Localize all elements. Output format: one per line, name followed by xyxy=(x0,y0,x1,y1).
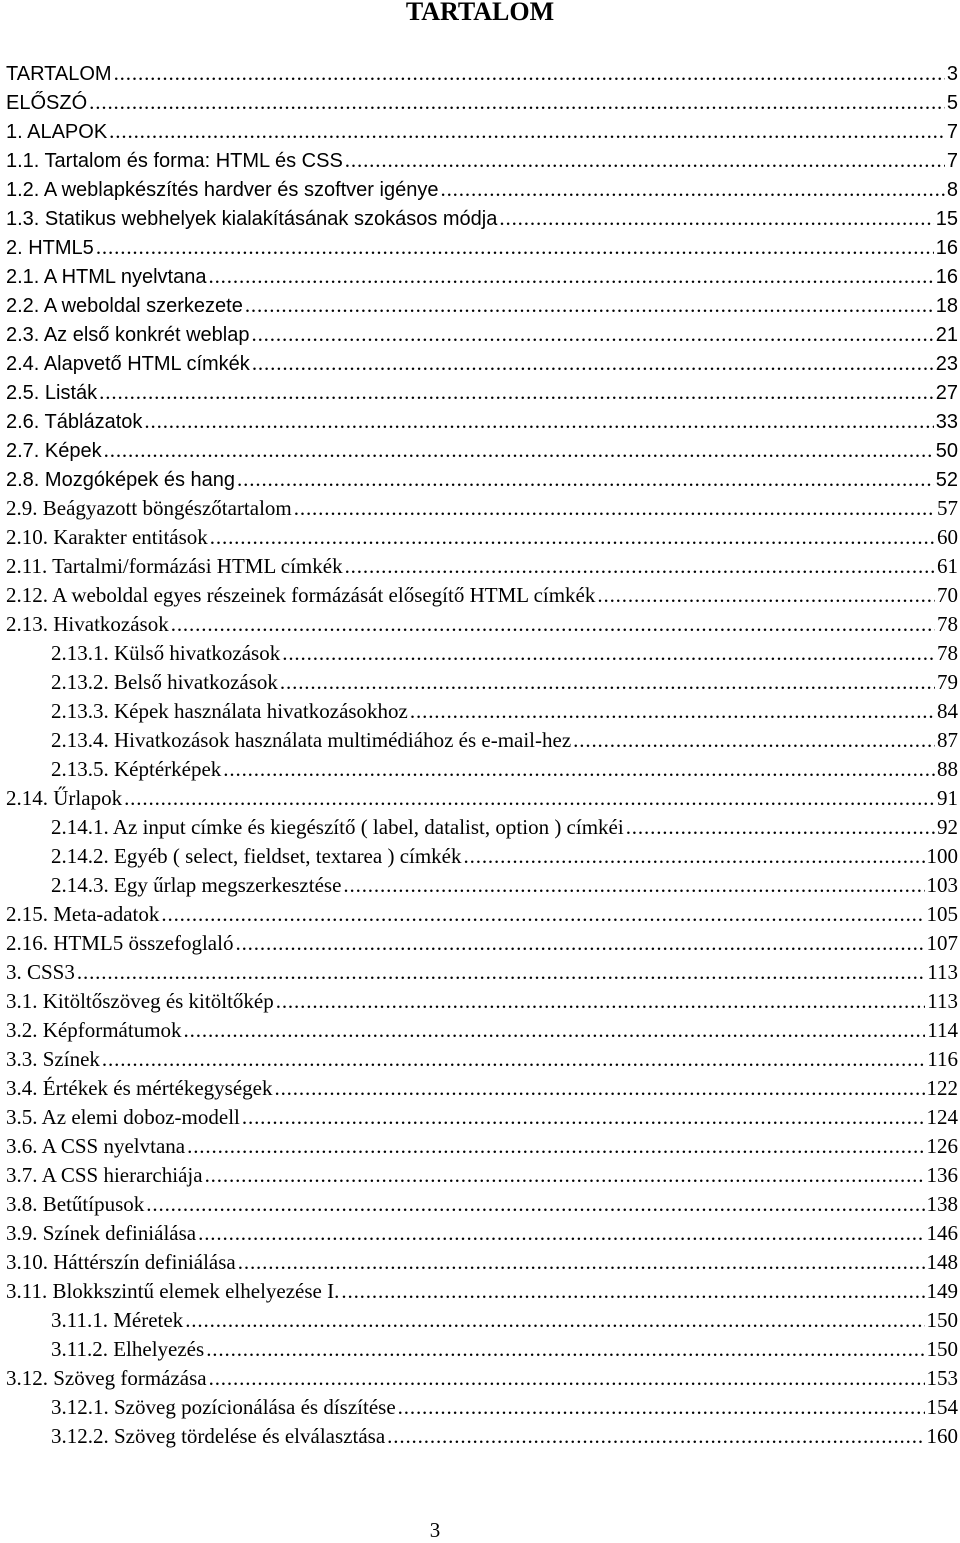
toc-entry-page: 107 xyxy=(926,931,958,955)
toc-entry-page: 136 xyxy=(926,1163,958,1187)
toc-entry-page: 60 xyxy=(937,525,958,549)
toc-entry-page: 103 xyxy=(926,873,958,897)
toc-entry[interactable] xyxy=(0,59,960,88)
toc-dot-leader xyxy=(387,1422,924,1451)
toc-dot-leader xyxy=(341,1277,924,1306)
toc-entry-page: 146 xyxy=(926,1221,958,1245)
toc-entry[interactable] xyxy=(0,146,960,175)
toc-dot-leader xyxy=(499,204,933,233)
toc-entry-title: 2.7. Képek xyxy=(6,440,102,462)
toc-entry-page: 57 xyxy=(937,496,958,520)
toc-entry-page: 122 xyxy=(926,1076,958,1100)
toc-entry[interactable] xyxy=(0,784,960,813)
toc-entry-title: 2.3. Az első konkrét weblap xyxy=(6,324,250,346)
toc-entry-page: 113 xyxy=(927,960,958,984)
toc-entry-title: 3.5. Az elemi doboz-modell xyxy=(6,1105,240,1129)
toc-entry-title: 1.1. Tartalom és forma: HTML és CSS xyxy=(6,150,343,172)
toc-entry-page: 84 xyxy=(937,699,958,723)
toc-entry-title: 3.12.2. Szöveg tördelése és elválasztása xyxy=(51,1424,386,1448)
toc-dot-leader xyxy=(345,552,935,581)
toc-entry-title: 2.13.5. Képtérképek xyxy=(51,757,222,781)
toc-dot-leader xyxy=(238,1248,925,1277)
toc-dot-leader xyxy=(102,1045,925,1074)
toc-entry-title: 3.3. Színek xyxy=(6,1047,100,1071)
toc-entry-page: 149 xyxy=(926,1279,958,1303)
toc-dot-leader xyxy=(276,987,926,1016)
toc-entry-title: ELŐSZÓ xyxy=(6,92,88,114)
toc-entry-page: 21 xyxy=(935,324,958,346)
toc-entry-title: 2.13.3. Képek használata hivatkozásokhoz xyxy=(51,699,408,723)
toc-entry[interactable] xyxy=(0,1364,960,1393)
toc-entry-page: 88 xyxy=(937,757,958,781)
toc-entry-title: 3.11.2. Elhelyezés xyxy=(51,1337,205,1361)
toc-entry-title: 2.4. Alapvető HTML címkék xyxy=(6,353,250,375)
toc-entry-page: 124 xyxy=(926,1105,958,1129)
toc-entry-page: 105 xyxy=(926,902,958,926)
toc-entry[interactable] xyxy=(0,1306,960,1335)
toc-entry[interactable] xyxy=(0,987,960,1016)
toc-dot-leader xyxy=(242,1103,925,1132)
toc-entry-page: 113 xyxy=(927,989,958,1013)
toc-entry[interactable] xyxy=(0,1161,960,1190)
toc-dot-leader xyxy=(96,233,934,262)
toc-entry-title: 2.1. A HTML nyelvtana xyxy=(6,266,207,288)
toc-entry[interactable] xyxy=(0,291,960,320)
toc-dot-leader xyxy=(89,88,945,117)
toc-dot-leader xyxy=(210,523,935,552)
toc-entry-page: 150 xyxy=(926,1308,958,1332)
toc-entry-title: 2.14.1. Az input címke és kiegészítő ( label, datalist, option ) címkéi xyxy=(51,815,624,839)
toc-entry-title: 3.6. A CSS nyelvtana xyxy=(6,1134,186,1158)
toc-entry-title: 2.8. Mozgóképek és hang xyxy=(6,469,236,491)
toc-entry[interactable] xyxy=(0,378,960,407)
toc-entry-title: 3.8. Betűtípusok xyxy=(6,1192,145,1216)
toc-entry[interactable] xyxy=(0,1248,960,1277)
toc-entry-title: 3.9. Színek definiálása xyxy=(6,1221,197,1245)
toc-dot-leader xyxy=(597,581,935,610)
toc-dot-leader xyxy=(185,1306,924,1335)
toc-entry-page: 79 xyxy=(937,670,958,694)
toc-entry-title: 3.10. Háttérszín definiálása xyxy=(6,1250,236,1274)
toc-entry-page: 3 xyxy=(946,63,958,85)
toc-entry-page: 153 xyxy=(926,1366,958,1390)
toc-entry-title: 2.12. A weboldal egyes részeinek formázását elősegítő HTML címkék xyxy=(6,583,596,607)
toc-dot-leader xyxy=(99,378,934,407)
toc-entry[interactable] xyxy=(0,1277,960,1306)
toc-entry[interactable] xyxy=(0,958,960,987)
toc-entry[interactable] xyxy=(0,1335,960,1364)
toc-entry-page: 70 xyxy=(937,583,958,607)
toc-entry-page: 78 xyxy=(937,612,958,636)
toc-dot-leader xyxy=(171,610,935,639)
toc-entry-page: 7 xyxy=(946,150,958,172)
toc-dot-leader xyxy=(252,349,934,378)
toc-entry-title: 2.13.4. Hivatkozások használata multimédiához és e-mail-hez xyxy=(51,728,572,752)
toc-dot-leader xyxy=(251,320,933,349)
toc-dot-leader xyxy=(464,842,925,871)
toc-entry-title: 3.12.1. Szöveg pozícionálása és díszítése xyxy=(51,1395,396,1419)
toc-entry-title: 1.3. Statikus webhelyek kialakításának szokásos módja xyxy=(6,208,498,230)
toc-dot-leader xyxy=(280,668,935,697)
toc-dot-leader xyxy=(104,436,934,465)
toc-dot-leader xyxy=(184,1016,926,1045)
toc-entry-title: 2.6. Táblázatok xyxy=(6,411,143,433)
toc-entry-page: 78 xyxy=(937,641,958,665)
toc-entry[interactable] xyxy=(0,726,960,755)
toc-entry-title: 2.13.1. Külső hivatkozások xyxy=(51,641,281,665)
table-of-contents xyxy=(0,59,960,1451)
page-title: TARTALOM xyxy=(405,0,555,26)
toc-entry[interactable] xyxy=(0,639,960,668)
toc-entry-page: 5 xyxy=(946,92,958,114)
toc-entry-title: 2.16. HTML5 összefoglaló xyxy=(6,931,234,955)
toc-entry-title: 3.11. Blokkszintű elemek elhelyezése I. xyxy=(6,1279,340,1303)
toc-entry[interactable] xyxy=(0,755,960,784)
toc-entry-page: 16 xyxy=(935,266,958,288)
toc-entry-title: 2.14.2. Egyéb ( select, fieldset, textarea ) címkék xyxy=(51,844,462,868)
toc-entry[interactable] xyxy=(0,697,960,726)
toc-entry-page: 154 xyxy=(926,1395,958,1419)
toc-entry-title: 3.7. A CSS hierarchiája xyxy=(6,1163,203,1187)
toc-entry-page: 7 xyxy=(946,121,958,143)
toc-entry-page: 138 xyxy=(926,1192,958,1216)
toc-entry-title: 2. HTML5 xyxy=(6,237,94,259)
toc-entry[interactable] xyxy=(0,610,960,639)
toc-dot-leader xyxy=(345,146,945,175)
toc-entry-page: 150 xyxy=(926,1337,958,1361)
toc-entry-page: 27 xyxy=(935,382,958,404)
toc-entry-title: 2.13.2. Belső hivatkozások xyxy=(51,670,278,694)
toc-entry[interactable] xyxy=(0,320,960,349)
toc-entry-title: 2.10. Karakter entitások xyxy=(6,525,208,549)
toc-entry[interactable] xyxy=(0,813,960,842)
toc-entry-title: TARTALOM xyxy=(6,63,112,85)
toc-entry-title: 3.1. Kitöltőszöveg és kitöltőkép xyxy=(6,989,274,1013)
toc-entry-title: 3. CSS3 xyxy=(6,960,75,984)
toc-entry-page: 114 xyxy=(927,1018,958,1042)
toc-dot-leader xyxy=(398,1393,925,1422)
toc-entry-title: 2.11. Tartalmi/formázási HTML címkék xyxy=(6,554,343,578)
toc-entry[interactable] xyxy=(0,1016,960,1045)
toc-dot-leader xyxy=(209,1364,925,1393)
toc-dot-leader xyxy=(205,1161,925,1190)
toc-entry-page: 160 xyxy=(926,1424,958,1448)
toc-entry-title: 2.15. Meta-adatok xyxy=(6,902,160,926)
toc-entry-title: 3.11.1. Méretek xyxy=(51,1308,184,1332)
toc-dot-leader xyxy=(237,465,934,494)
toc-dot-leader xyxy=(294,494,935,523)
toc-dot-leader xyxy=(274,1074,924,1103)
toc-entry[interactable] xyxy=(0,900,960,929)
toc-entry[interactable] xyxy=(0,1219,960,1248)
toc-entry[interactable] xyxy=(0,1074,960,1103)
page-number: 3 xyxy=(429,1518,441,1542)
toc-dot-leader xyxy=(282,639,935,668)
toc-entry-page: 52 xyxy=(935,469,958,491)
toc-dot-leader xyxy=(144,407,933,436)
toc-dot-leader xyxy=(626,813,935,842)
toc-dot-leader xyxy=(146,1190,924,1219)
toc-entry-page: 91 xyxy=(937,786,958,810)
toc-entry[interactable] xyxy=(0,204,960,233)
toc-dot-leader xyxy=(245,291,934,320)
toc-entry[interactable] xyxy=(0,88,960,117)
toc-entry-page: 33 xyxy=(935,411,958,433)
toc-entry[interactable] xyxy=(0,1190,960,1219)
toc-entry[interactable] xyxy=(0,349,960,378)
toc-dot-leader xyxy=(198,1219,924,1248)
toc-entry[interactable] xyxy=(0,552,960,581)
toc-dot-leader xyxy=(573,726,935,755)
toc-dot-leader xyxy=(206,1335,924,1364)
toc-dot-leader xyxy=(440,175,944,204)
toc-entry[interactable] xyxy=(0,668,960,697)
toc-entry-page: 61 xyxy=(937,554,958,578)
toc-dot-leader xyxy=(77,958,925,987)
toc-dot-leader xyxy=(187,1132,924,1161)
toc-entry-title: 2.13. Hivatkozások xyxy=(6,612,169,636)
toc-entry[interactable] xyxy=(0,581,960,610)
toc-entry[interactable] xyxy=(0,871,960,900)
toc-entry[interactable] xyxy=(0,436,960,465)
toc-dot-leader xyxy=(223,755,935,784)
toc-entry-title: 1. ALAPOK xyxy=(6,121,108,143)
toc-dot-leader xyxy=(343,871,924,900)
toc-dot-leader xyxy=(114,59,945,88)
toc-entry-title: 3.12. Szöveg formázása xyxy=(6,1366,207,1390)
toc-entry[interactable] xyxy=(0,1422,960,1451)
toc-dot-leader xyxy=(109,117,945,146)
toc-entry-title: 3.4. Értékek és mértékegységek xyxy=(6,1076,273,1100)
toc-entry-page: 50 xyxy=(935,440,958,462)
toc-entry-title: 2.14. Űrlapok xyxy=(6,786,123,810)
toc-entry-title: 2.14.3. Egy űrlap megszerkesztése xyxy=(51,873,342,897)
toc-entry[interactable] xyxy=(0,175,960,204)
toc-entry[interactable] xyxy=(0,842,960,871)
toc-dot-leader xyxy=(235,929,924,958)
toc-entry[interactable] xyxy=(0,233,960,262)
toc-entry-page: 8 xyxy=(946,179,958,201)
toc-dot-leader xyxy=(124,784,935,813)
toc-entry-title: 3.2. Képformátumok xyxy=(6,1018,182,1042)
toc-entry[interactable] xyxy=(0,1132,960,1161)
toc-entry-page: 87 xyxy=(937,728,958,752)
toc-entry[interactable] xyxy=(0,929,960,958)
toc-entry-page: 92 xyxy=(937,815,958,839)
toc-entry[interactable] xyxy=(0,465,960,494)
toc-entry[interactable] xyxy=(0,407,960,436)
toc-entry-page: 18 xyxy=(935,295,958,317)
toc-entry-title: 2.5. Listák xyxy=(6,382,98,404)
toc-dot-leader xyxy=(161,900,924,929)
toc-entry-page: 16 xyxy=(935,237,958,259)
toc-entry-page: 15 xyxy=(935,208,958,230)
toc-entry-page: 148 xyxy=(926,1250,958,1274)
toc-entry-title: 2.2. A weboldal szerkezete xyxy=(6,295,243,317)
toc-entry-page: 100 xyxy=(926,844,958,868)
toc-dot-leader xyxy=(410,697,935,726)
toc-entry-title: 1.2. A weblapkészítés hardver és szoftver igénye xyxy=(6,179,439,201)
toc-entry[interactable] xyxy=(0,1393,960,1422)
toc-entry[interactable] xyxy=(0,262,960,291)
toc-entry-page: 126 xyxy=(926,1134,958,1158)
toc-entry[interactable] xyxy=(0,494,960,523)
toc-dot-leader xyxy=(208,262,933,291)
toc-entry[interactable] xyxy=(0,1045,960,1074)
toc-entry-page: 116 xyxy=(927,1047,958,1071)
toc-entry-title: 2.9. Beágyazott böngészőtartalom xyxy=(6,496,292,520)
toc-entry[interactable] xyxy=(0,1103,960,1132)
toc-entry-page: 23 xyxy=(935,353,958,375)
toc-entry[interactable] xyxy=(0,117,960,146)
toc-entry[interactable] xyxy=(0,523,960,552)
